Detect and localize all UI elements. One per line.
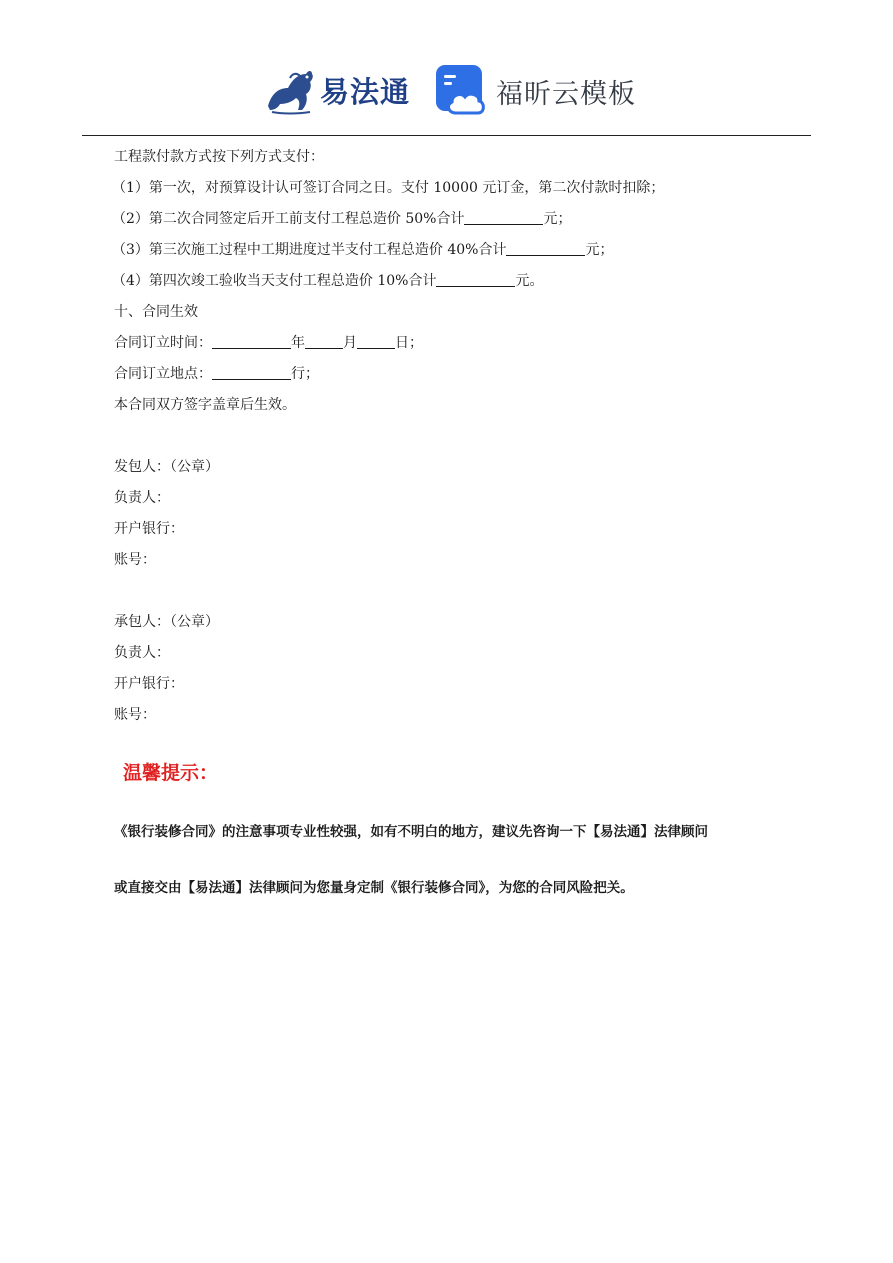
tips-title: 温馨提示： [123,762,219,784]
month-blank[interactable] [305,331,343,349]
yifatong-logo-text: 易法通 [320,74,411,109]
payment-clause-4-unit: 元。 [515,273,544,289]
party-a-bank: 开户银行： [114,521,184,537]
day-label: 日； [395,335,423,351]
spacer [114,576,814,607]
place-blank[interactable] [212,362,291,380]
payment-clause-4 [114,266,814,297]
signing-place-line [114,359,814,390]
signing-date-line [114,328,814,359]
signing-date-label: 合同订立时间： [114,335,212,351]
payment-clause-1: （1）第一次，对预算设计认可签订合同之日。支付 10000 元订金，第二次付款时扣除； [112,180,665,196]
party-a-lead: 负责人： [114,490,170,506]
yifatong-logo [262,62,410,118]
party-b-account: 账号： [114,707,156,723]
amount-blank[interactable] [464,207,543,225]
place-suffix: 行； [291,366,319,382]
contract-body [114,142,814,731]
month-label: 月 [343,335,357,351]
section-ten-heading: 十、合同生效 [114,304,198,320]
payment-clause-2 [114,204,814,235]
yifatong-horse-logo-icon [262,62,318,118]
party-a-account: 账号： [114,552,156,568]
payment-clause-3-text: （3）第三次施工过程中工期进度过半支付工程总造价 40%合计 [112,242,507,258]
payment-clause-3-unit: 元； [585,242,614,258]
party-b-seal: 承包人：（公章） [114,614,219,630]
amount-blank[interactable] [436,269,515,287]
signing-place-label: 合同订立地点： [114,366,212,382]
day-blank[interactable] [357,331,395,349]
tips-paragraph-2: 或直接交由【易法通】法律顾问为您量身定制《银行装修合同》，为您的合同风险把关。 [114,880,634,896]
payment-method-heading: 工程款付款方式按下列方式支付： [114,149,324,165]
year-blank[interactable] [212,331,291,349]
party-b-lead: 负责人： [114,645,170,661]
payment-clause-3 [114,235,814,266]
tips-paragraph-1: 《银行装修合同》的注意事项专业性较强，如有不明白的地方，建议先咨询一下【易法通】法律顾问 [114,824,708,840]
fuxin-logo-text: 福昕云模板 [496,78,636,110]
payment-clause-4-text: （4）第四次竣工验收当天支付工程总造价 10%合计 [112,273,437,289]
fuxin-logo [436,64,636,118]
party-a-seal: 发包人：（公章） [114,459,219,475]
payment-clause-2-text: （2）第二次合同签定后开工前支付工程总造价 50%合计 [112,211,465,227]
page-header [0,0,893,136]
effectiveness-clause: 本合同双方签字盖章后生效。 [114,397,296,413]
fuxin-cloud-doc-logo-icon [436,65,486,117]
party-b-bank: 开户银行： [114,676,184,692]
spacer [114,421,814,452]
header-divider [82,135,811,136]
amount-blank[interactable] [506,238,585,256]
payment-clause-2-unit: 元； [543,211,572,227]
year-label: 年 [291,335,305,351]
